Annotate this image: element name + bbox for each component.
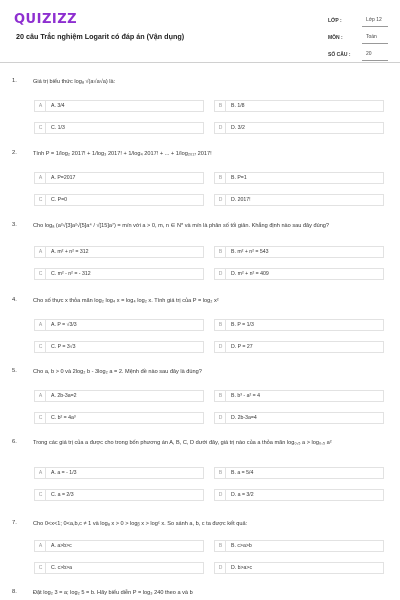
- option-text: B. P=1: [231, 175, 247, 181]
- option-letter: A: [36, 320, 46, 330]
- option-text: C. c>b>a: [51, 565, 73, 571]
- option-letter: D: [216, 413, 226, 423]
- question-number: 4.: [12, 297, 17, 303]
- question-text: Tính P = 1/log₂ 2017! + 1/log₃ 2017! + 1/log₄ 2017! + ... + 1/log₂₀₁₇ 2017!: [33, 151, 212, 157]
- option-text: A. a = - 1/3: [51, 470, 77, 476]
- meta-panel: [328, 12, 388, 63]
- option-text: C. P=0: [51, 197, 68, 203]
- option-text: B. a = 5/4: [231, 470, 254, 476]
- option-c[interactable]: [34, 412, 204, 424]
- option-text: B. P = 1/3: [231, 322, 254, 328]
- option-text: D. a = 3/2: [231, 492, 254, 498]
- option-letter: A: [36, 541, 46, 551]
- option-b[interactable]: [214, 467, 384, 479]
- meta-row-grade: [328, 12, 388, 29]
- option-text: A. 3/4: [51, 103, 65, 109]
- option-letter: D: [216, 342, 226, 352]
- option-letter: A: [36, 247, 46, 257]
- option-letter: C: [36, 413, 46, 423]
- question-number: 6.: [12, 439, 17, 445]
- option-letter: B: [216, 320, 226, 330]
- option-letter: B: [216, 247, 226, 257]
- option-c[interactable]: [34, 122, 204, 134]
- option-b[interactable]: [214, 172, 384, 184]
- document-title: 20 câu Trắc nghiệm Logarit có đáp án (Vận dụng): [16, 32, 185, 41]
- meta-value: 20: [362, 48, 388, 61]
- question-number: 5.: [12, 368, 17, 374]
- option-text: C. b² = 4a³: [51, 415, 76, 421]
- option-text: D. m² + n² = 409: [231, 271, 269, 277]
- meta-value: Toán: [362, 31, 388, 44]
- option-letter: A: [36, 101, 46, 111]
- quizizz-logo: QUIZIZZ: [14, 12, 78, 27]
- question-number: 7.: [12, 520, 17, 526]
- option-text: A. P = √3/3: [51, 322, 77, 328]
- option-letter: A: [36, 391, 46, 401]
- option-c[interactable]: [34, 489, 204, 501]
- question-text: Giá trị biểu thức logₐ √(a√a√a) là:: [33, 79, 116, 85]
- option-text: C. a = 2/3: [51, 492, 74, 498]
- option-letter: C: [36, 195, 46, 205]
- option-a[interactable]: [34, 467, 204, 479]
- option-d[interactable]: [214, 268, 384, 280]
- meta-value: Lớp 12: [362, 14, 388, 27]
- option-a[interactable]: [34, 100, 204, 112]
- option-text: D. 2b-3a=4: [231, 415, 257, 421]
- question-text: Cho logₐ (a²√[3]a²√[5]a⁴ / √[15]a⁷) = m/n với a > 0, m, n ∈ N* và m/n là phân số tối giản. Khẳng định nào sau đây đúng?: [33, 223, 330, 229]
- option-c[interactable]: [34, 194, 204, 206]
- question-text: Cho a, b > 0 và 2log₂ b - 3log₂ a = 2. Mệnh đề nào sau đây là đúng?: [33, 369, 202, 375]
- option-letter: C: [36, 490, 46, 500]
- option-text: A. a>b>c: [51, 543, 72, 549]
- option-a[interactable]: [34, 246, 204, 258]
- option-b[interactable]: [214, 390, 384, 402]
- option-text: A. P=2017: [51, 175, 76, 181]
- option-text: D. 2017!: [231, 197, 251, 203]
- option-text: A. 2b-3a=2: [51, 393, 77, 399]
- option-d[interactable]: [214, 489, 384, 501]
- option-letter: B: [216, 468, 226, 478]
- option-b[interactable]: [214, 246, 384, 258]
- option-text: B. 1/8: [231, 103, 245, 109]
- option-letter: B: [216, 541, 226, 551]
- question-text: Cho số thực x thỏa mãn log₂ log₄ x = log₄ log₂ x. Tính giá trị của P = log₂ x²: [33, 298, 219, 304]
- option-letter: D: [216, 123, 226, 133]
- question-number: 1.: [12, 78, 17, 84]
- option-text: D. b>a>c: [231, 565, 253, 571]
- option-letter: C: [36, 269, 46, 279]
- option-letter: D: [216, 195, 226, 205]
- option-a[interactable]: [34, 390, 204, 402]
- meta-key: LỚP :: [328, 17, 342, 24]
- option-letter: B: [216, 101, 226, 111]
- question-number: 2.: [12, 150, 17, 156]
- option-letter: C: [36, 563, 46, 573]
- option-letter: B: [216, 173, 226, 183]
- option-b[interactable]: [214, 100, 384, 112]
- option-letter: A: [36, 468, 46, 478]
- question-text: Đặt log₂ 3 = a; log₂ 5 = b. Hãy biểu diễn P = log₃ 240 theo a và b: [33, 590, 193, 596]
- option-text: C. P = 3√3: [51, 344, 76, 350]
- option-text: B. c>a>b: [231, 543, 252, 549]
- option-text: D. 3/2: [231, 125, 245, 131]
- option-text: C. m² - n² = - 312: [51, 271, 91, 277]
- option-d[interactable]: [214, 194, 384, 206]
- option-c[interactable]: [34, 341, 204, 353]
- option-b[interactable]: [214, 540, 384, 552]
- meta-key: SỐ CÂU :: [328, 51, 351, 58]
- option-letter: D: [216, 490, 226, 500]
- header-divider: [0, 62, 400, 63]
- option-d[interactable]: [214, 341, 384, 353]
- option-letter: C: [36, 123, 46, 133]
- option-text: D. P = 27: [231, 344, 253, 350]
- option-d[interactable]: [214, 562, 384, 574]
- option-c[interactable]: [34, 268, 204, 280]
- option-text: C. 1/3: [51, 125, 65, 131]
- option-text: A. m² + n² = 312: [51, 249, 89, 255]
- meta-key: MÔN :: [328, 34, 343, 41]
- option-text: B. m² + n² = 543: [231, 249, 269, 255]
- option-text: B. b³ - a² = 4: [231, 393, 260, 399]
- question-text: Trong các giá trị của a được cho trong bốn phương án A, B, C, D dưới đây, giá trị nào của a thỏa mãn log₀,₅ a > log₀,₅ a²: [33, 440, 332, 446]
- option-letter: D: [216, 563, 226, 573]
- meta-row-count: [328, 46, 388, 63]
- option-a[interactable]: [34, 319, 204, 331]
- option-b[interactable]: [214, 319, 384, 331]
- meta-row-subject: [328, 29, 388, 46]
- option-a[interactable]: [34, 540, 204, 552]
- option-letter: A: [36, 173, 46, 183]
- option-d[interactable]: [214, 412, 384, 424]
- question-text: Cho 0<x<1; 0<a,b,c ≠ 1 và logₐ x > 0 > logᵦ x > logᶜ x. So sánh a, b, c ta được kết quả:: [33, 521, 248, 527]
- option-letter: D: [216, 269, 226, 279]
- option-d[interactable]: [214, 122, 384, 134]
- option-letter: C: [36, 342, 46, 352]
- question-number: 3.: [12, 222, 17, 228]
- question-number: 8.: [12, 589, 17, 595]
- option-c[interactable]: [34, 562, 204, 574]
- option-a[interactable]: [34, 172, 204, 184]
- option-letter: B: [216, 391, 226, 401]
